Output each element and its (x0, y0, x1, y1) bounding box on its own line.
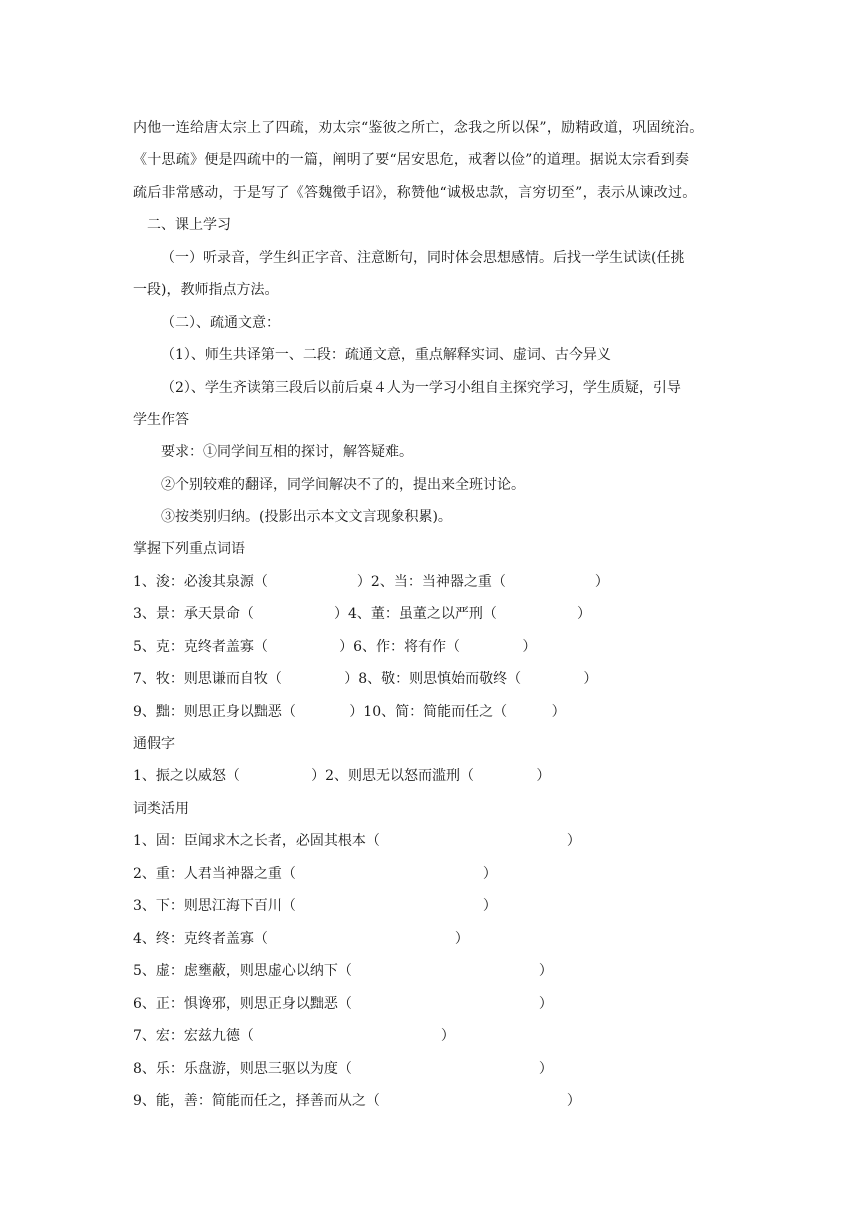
paragraph-line: ③按类别归纳。(投影出示本文文言现象积累)。 (161, 509, 452, 525)
list-item: 9、能，善：简能而任之，择善而从之（ ） (133, 1093, 581, 1109)
paragraph-line: 要求：①同学间互相的探讨，解答疑难。 (161, 444, 413, 460)
paragraph-line: 学生作答 (133, 412, 189, 428)
list-item: 9、黜：则思正身以黜恶（ ）10、简：简能而任之（ ） (133, 704, 566, 720)
section-title-tongjia: 通假字 (133, 736, 175, 752)
list-item: 4、终：克终者盖寡（ ） (133, 931, 469, 947)
paragraph-line: （一）听录音，学生纠正字音、注意断句，同时体会思想感情。后找一学生试读(任挑 (161, 250, 685, 266)
paragraph-line: 《十思疏》便是四疏中的一篇，阐明了要“居安思危，戒奢以俭”的道理。据说太宗看到奏 (133, 152, 690, 168)
paragraph-line: ②个别较难的翻译，同学间解决不了的，提出来全班讨论。 (161, 477, 525, 493)
list-item: 7、宏：宏兹九德（ ） (133, 1028, 455, 1044)
list-item: 5、虚：虑壅蔽，则思虚心以纳下（ ） (133, 963, 553, 979)
section-heading: 二、课上学习 (147, 217, 231, 233)
list-item: 1、浚：必浚其泉源（ ）2、当：当神器之重（ ） (133, 574, 609, 590)
list-item: 3、景：承天景命（ ）4、董：虽董之以严刑（ ） (133, 606, 592, 622)
list-item: 3、下：则思江海下百川（ ） (133, 898, 497, 914)
paragraph-line: （2）、学生齐读第三段后以前后桌４人为一学习小组自主探究学习，学生质疑，引导 (161, 380, 681, 396)
list-item: 8、乐：乐盘游，则思三驱以为度（ ） (133, 1061, 553, 1077)
list-item: 1、固：臣闻求木之长者，必固其根本（ ） (133, 833, 581, 849)
paragraph-line: 疏后非常感动，于是写了《答魏徵手诏》，称赞他“诚极忠款，言穷切至”，表示从谏改过。 (133, 185, 697, 201)
paragraph-line: 一段)，教师指点方法。 (133, 282, 279, 298)
section-title-key-words: 掌握下列重点词语 (133, 541, 245, 557)
list-item: 5、克：克终者盖寡（ ）6、作：将有作（ ） (133, 639, 537, 655)
section-title-cilei: 词类活用 (133, 801, 189, 817)
list-item: 2、重：人君当神器之重（ ） (133, 866, 497, 882)
list-item: 7、牧：则思谦而自牧（ ）8、敬：则思慎始而敬终（ ） (133, 671, 598, 687)
paragraph-line: 内他一连给唐太宗上了四疏，劝太宗“鉴彼之所亡，念我之所以保”，励精政道，巩固统治。 (133, 120, 704, 136)
paragraph-line: （1）、师生共译第一、二段：疏通文意，重点解释实词、虚词、古今异义 (161, 347, 611, 363)
list-item: 6、正：惧谗邪，则思正身以黜恶（ ） (133, 996, 553, 1012)
list-item: 1、振之以威怒（ ）2、则思无以怒而滥刑（ ） (133, 768, 551, 784)
paragraph-line: （二）、疏通文意： (161, 315, 280, 331)
